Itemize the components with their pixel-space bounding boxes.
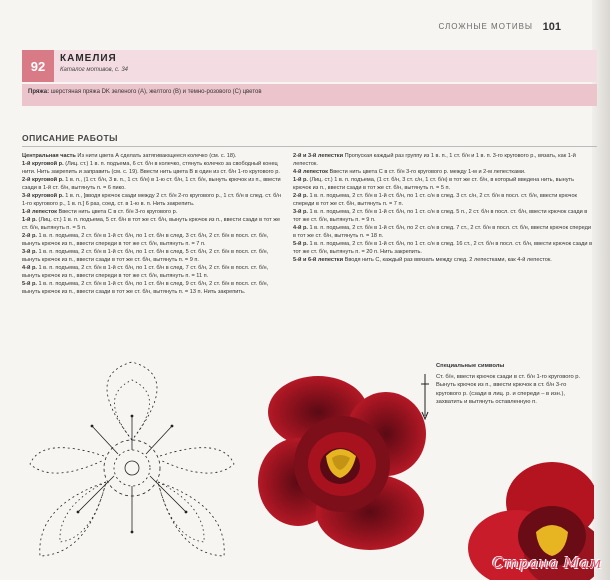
description-title: ОПИСАНИЕ РАБОТЫ — [22, 133, 118, 143]
instruction-text: 1 в. п. подъема, 2 ст. б/н в 1-й ст. б/н, по 1 ст. б/н в след. 3 ст. б/н, 2 ст. б/н в посл. ст. б/н, вынуть крючок из п., ввести спереди в тот же ст. б/н, вытянуть п. = 7 п. — [22, 233, 269, 247]
magic-ring-symbol — [125, 461, 139, 475]
instruction-text: 1 в. п. подъема, 2 ст. б/н в 1-й ст. б/н, по 2 ст. с/н в след. 7 ст., 2 ст. б/н в посл. ст. б/н, ввести крючок спереди в тот же ст. б/н, вытянуть п. = 18 п. — [293, 225, 591, 239]
instruction-lead: 5-й р. — [293, 241, 308, 247]
instruction-text: Ввести нить цвета С в ст. б/н 3-го кругового р. между 1-м и 2-м лепестками. — [329, 169, 526, 175]
petal-left-symbols — [40, 482, 106, 556]
instruction-text: 1 в. п. подъема, 2 ст. б/н в 1-й ст. б/н, по 1 ст. с/н в след. 16 ст., 2 ст. б/н в посл. ст. б/н, ввести крючок сзади в тот же ст. б/н, вытянуть п. = 20 п. Нить закрепить. — [293, 241, 593, 255]
instruction-lead: 2-й р. — [22, 233, 37, 239]
instruction-text: Ввести нить цвета С в ст. б/н 3-го кругового р. — [58, 209, 178, 215]
round-two-symbols — [114, 450, 150, 486]
instruction-paragraph — [22, 280, 287, 296]
instruction-text: 1 в. п. подъема, 2 ст. б/н в 1-й ст. б/н, по 1 ст. с/н в след. 5 п., 2 ст. б/н в посл. ст. б/н, ввести крючок сзади в тот же ст. б/н, вытянуть п. = 9 п. — [293, 209, 588, 223]
yarn-line — [28, 89, 262, 95]
instruction-text: (Лиц. ст.) 1 в. п. подъема, (1 ст. б/н, 3 ст. с/н, 1 ст. б/н) в тот же ст. б/н, в который введена нить, вынуть крючок из п., ввести сзади в тот же ст. б/н, вытянуть п. = 5 п. — [293, 177, 575, 191]
page-header — [0, 0, 595, 48]
section-label: СЛОЖНЫЕ МОТИВЫ — [438, 22, 533, 31]
crochet-chart-diagram — [22, 356, 272, 568]
page-number: 101 — [542, 21, 561, 33]
instruction-text: Из нити цвета А сделать затягивающееся колечко (см. с. 18). — [77, 153, 237, 159]
instruction-paragraph — [293, 224, 593, 240]
instruction-paragraph — [293, 192, 593, 208]
instruction-lead: 2-й р. — [293, 193, 308, 199]
instruction-lead: 1-й лепесток — [22, 209, 57, 215]
instruction-paragraph — [293, 208, 593, 224]
catalog-reference: Каталог мотивов, с. 34 — [60, 67, 129, 73]
watermark-logo: Страна Мам — [492, 554, 602, 572]
instruction-paragraph — [22, 208, 287, 216]
instruction-paragraph — [293, 240, 593, 256]
instruction-lead: 4-й лепесток — [293, 169, 328, 175]
instruction-paragraph — [293, 256, 593, 264]
instruction-lead: 4-й р. — [293, 225, 308, 231]
instruction-text: (Лиц. ст.) 1 в. п. подъема, 5 ст. б/н в тот же ст. б/н, вынуть крючок из п., ввести сзади в тот же ст. б/н, вытянуть п. = 5 п. — [22, 217, 281, 231]
instruction-lead: 3-й р. — [293, 209, 308, 215]
instruction-paragraph — [22, 264, 287, 280]
instruction-paragraph — [22, 160, 287, 176]
instruction-lead: 3-й круговой р. — [22, 193, 64, 199]
yarn-band — [22, 84, 597, 106]
instruction-paragraph — [22, 192, 287, 208]
instructions-column-left — [22, 152, 287, 296]
instruction-text: 1 в. п. подъема, 2 ст. б/н в 1-й ст. б/н, по 1 ст. б/н в след. 7 ст. б/н, 2 ст. б/н в посл. ст. б/н, вынуть крючок из п., ввести спереди в тот же ст. б/н, вытянуть п. = 11 п. — [22, 265, 269, 279]
instruction-lead: 4-й р. — [22, 265, 37, 271]
camellia-flower-photo — [258, 372, 428, 554]
petal-side-right-symbols — [160, 448, 234, 473]
instruction-lead: 5-й р. — [22, 281, 37, 287]
instruction-lead: 2-й и 3-й лепестки — [293, 153, 344, 159]
instruction-paragraph — [22, 248, 287, 264]
instruction-paragraph — [22, 152, 287, 160]
instruction-paragraph — [22, 216, 287, 232]
yarn-label: Пряжа: — [28, 89, 50, 95]
instruction-lead: 1-й круговой р. — [22, 161, 64, 167]
instruction-lead: 1-й р. — [293, 177, 308, 183]
instruction-text: 1 в. п., [вводя крючок сзади между 2 ст. б/н 2-го кругового р., 1 ст. б/н в след. ст. б/н 1-го кругового р., 1 в. п.] 6 раз, соед. ст. в 1-ю в. п. Нить закрепить. — [22, 193, 281, 207]
petal-side-left-symbols — [30, 448, 104, 473]
instruction-lead: 5-й и 6-й лепестки — [293, 257, 344, 263]
instruction-text: 1 в. п. подъема, 2 ст. б/н в 1-й ст. б/н, по 1 ст. с/н в след. 3 ст. с/н, 2 ст. б/н в посл. ст. б/н, ввести крючок спереди в тот же ст. б/н, вытянуть п. = 7 п. — [293, 193, 578, 207]
instruction-lead: 1-й р. — [22, 217, 37, 223]
instruction-lead: Центральная часть — [22, 153, 76, 159]
special-symbol-icon — [420, 372, 430, 422]
motif-number: 92 — [22, 50, 54, 82]
description-divider — [22, 146, 597, 147]
instruction-paragraph — [293, 176, 593, 192]
instruction-lead: 3-й р. — [22, 249, 37, 255]
instructions-column-right — [293, 152, 593, 264]
symbols-title: Специальные символы — [436, 363, 505, 369]
instruction-text: 1 в. п. подъема, 2 ст. б/н в 1-й ст. б/н, по 1 ст. б/н в след. 5 ст. б/н, 2 ст. б/н в посл. ст. б/н, вынуть крючок из п., ввести сзади в тот же ст. б/н, вытянуть п. = 9 п. — [22, 249, 269, 263]
instruction-text: Вводя нить С, каждый раз ввязать между след. 2 лепестками, как 4-й лепесток. — [344, 257, 552, 263]
symbols-text: Ст. б/н, ввести крючок сзади в ст. б/н 1-го кругового р. Вынуть крючок из п., ввести крючок в ст. б/н 3-го кругового р. (сзади в лиц. р. и спереди – в изн.), захватить и вытянуть оставленную п. — [436, 373, 581, 405]
instruction-paragraph — [293, 168, 593, 176]
instruction-paragraph — [293, 152, 593, 168]
petal-right-symbols — [158, 482, 224, 556]
instruction-text: 1 в. п. подъема, 2 ст. б/н в 1-й ст. б/н, по 1 ст. б/н в след. 9 ст. б/н, 2 ст. б/н в посл. ст. б/н, вынуть крючок из п., ввести сзади в тот же ст. б/н, вытянуть п. = 13 п. Нить закрепить. — [22, 281, 269, 295]
yarn-text: шерстяная пряжа DK зеленого (А), желтого (В) и темно-розового (С) цветов — [50, 89, 262, 95]
motif-title: КАМЕЛИЯ — [60, 53, 117, 64]
instruction-text: (Лиц. ст.) 1 в. п. подъема, 6 ст. б/н в колечко, стянуть колечко за свободный конец нити. Нить закрепить и заправить (см. с. 19). Ввести нить цвета В в один из ст. б/н 1-го кругового р. — [22, 161, 280, 175]
instruction-text: Пропуская каждый раз группу из 1 в. п., 1 ст. б/н и 1 в. п. 3-го кругового р., вязать, как 1-й лепесток. — [293, 153, 576, 167]
instruction-lead: 2-й круговой р. — [22, 177, 64, 183]
instruction-text: 1 в. п., (1 ст. б/н, 3 в. п., 1 ст. б/н) в 1-ю ст. б/н, 1 ст. б/н, вынуть крючок из п., ввести сзади в 1-й ст. б/н, вытянуть п. = 6 пико. — [22, 177, 281, 191]
instruction-paragraph — [22, 232, 287, 248]
instruction-paragraph — [22, 176, 287, 192]
special-symbols-legend — [436, 362, 586, 407]
